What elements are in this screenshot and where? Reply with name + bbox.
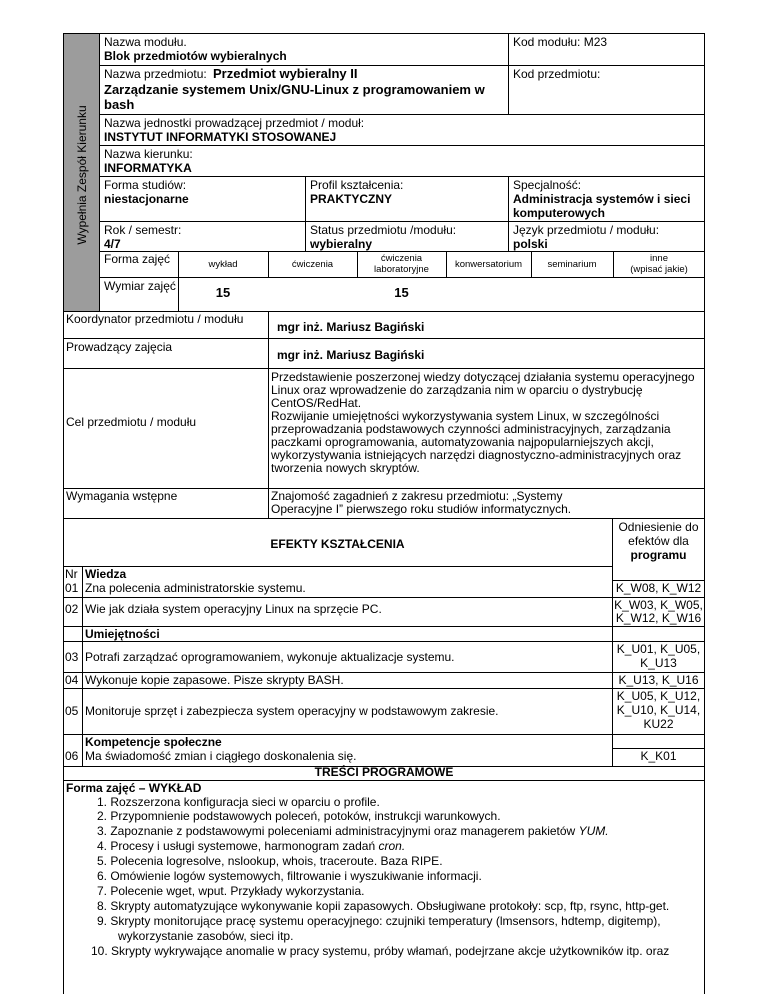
goal-line-8: tworzenia nowych skryptów. bbox=[271, 461, 420, 475]
class-form-label: Forma zajęć bbox=[104, 252, 171, 266]
row-05-nr: 05 bbox=[65, 704, 79, 718]
hours-lab: 15 bbox=[394, 285, 409, 300]
subject-code: Kod przedmiotu: bbox=[513, 67, 601, 81]
type-seminar: seminarium bbox=[547, 259, 597, 270]
module-code: Kod modułu: M23 bbox=[513, 35, 608, 49]
ref-header-1: Odniesienie do bbox=[618, 520, 699, 534]
lang-value: polski bbox=[513, 237, 548, 251]
type-other-1: inne bbox=[650, 253, 668, 264]
year-value: 4/7 bbox=[104, 237, 121, 251]
form-label: Forma studiów: bbox=[104, 178, 187, 192]
row-03-ref-2: K_U13 bbox=[640, 656, 677, 670]
content-item-9: 9. Skrypty monitorujące pracę systemu operacyjnego: czujniki temperatury (lmsensors, hdtemp, digitemp), bbox=[97, 914, 661, 928]
row-02-text: Wie jak działa system operacyjny Linux na sprzęcie PC. bbox=[85, 602, 382, 616]
ref-header-3: programu bbox=[630, 548, 687, 562]
type-lab-1: ćwiczenia bbox=[380, 253, 423, 264]
row-04-text: Wykonuje kopie zapasowe. Pisze skrypty BASH. bbox=[85, 673, 344, 687]
profile-value: PRAKTYCZNY bbox=[310, 192, 393, 206]
row-02-ref-2: K_W12, K_W16 bbox=[615, 611, 702, 625]
content-item-10: 10. Skrypty wykrywające anomalie w pracy systemu, próby włamań, podejrzane akcje użytkowników itp. oraz bbox=[91, 944, 670, 958]
goal-line-1: Przedstawienie poszerzonej wiedzy dotyczącej działania systemu operacyjnego bbox=[271, 370, 695, 384]
row-05-ref-1: K_U05, K_U12, bbox=[616, 689, 701, 703]
subject-value-3: bash bbox=[104, 97, 135, 112]
spec-value-1: Administracja systemów i sieci bbox=[513, 192, 691, 206]
type-lab-2: laboratoryjne bbox=[374, 264, 429, 275]
content-item-9-cont: wykorzystanie zasobów, sieci itp. bbox=[118, 929, 294, 943]
field-label: Nazwa kierunku: bbox=[104, 147, 193, 161]
goal-label: Cel przedmiotu / modułu bbox=[66, 415, 197, 429]
row-06-nr: 06 bbox=[65, 749, 79, 763]
row-04-ref: K_U13, K_U16 bbox=[618, 673, 699, 687]
goal-line-5: przeprowadzania podstawowych czynności administracyjnych, zarządzania bbox=[271, 422, 671, 436]
row-01-nr: 01 bbox=[65, 581, 79, 595]
type-conversatorium: konwersatorium bbox=[454, 259, 523, 270]
field-value: INFORMATYKA bbox=[104, 161, 192, 175]
profile-label: Profil kształcenia: bbox=[310, 178, 404, 192]
coordinator-label: Koordynator przedmiotu / modułu bbox=[66, 312, 244, 326]
row-02-ref-1: K_W03, K_W05, bbox=[614, 598, 703, 612]
goal-line-2: Linux oraz wprowadzenie do zarządzania nim w oparciu o dystrybucję bbox=[271, 383, 643, 397]
requirements-line-2: Operacyjne I” pierwszego roku studiów informatycznych. bbox=[271, 502, 572, 516]
requirements-label: Wymagania wstępne bbox=[66, 489, 178, 503]
type-lecture: wykład bbox=[208, 259, 238, 270]
goal-line-6: paczkami oprogramowania, automatyzowania najpopularniejszych akcji, bbox=[271, 435, 654, 449]
content-item-3: 3. Zapoznanie z podstawowymi poleceniami administracyjnymi oraz managerem pakietów YUM. bbox=[97, 824, 609, 838]
row-05-text: Monitoruje sprzęt i zabezpiecza system operacyjny w podstawowym zakresie. bbox=[85, 704, 499, 718]
type-exercises: ćwiczenia bbox=[291, 259, 334, 270]
row-03-ref-1: K_U01, K_U05, bbox=[616, 642, 701, 656]
teacher-value: mgr inż. Mariusz Bagiński bbox=[277, 348, 425, 362]
goal-line-3: CentOS/RedHat. bbox=[271, 396, 362, 410]
unit-label: Nazwa jednostki prowadzącej przedmiot / moduł: bbox=[104, 116, 365, 130]
subject-value-2: Zarządzanie systemem Unix/GNU-Linux z programowaniem w bbox=[104, 82, 485, 97]
row-03-text: Potrafi zarządzać oprogramowaniem, wykonuje aktualizacje systemu. bbox=[85, 650, 455, 664]
row-06-ref: K_K01 bbox=[640, 749, 677, 763]
spec-value-2: komputerowych bbox=[513, 206, 606, 220]
module-label: Nazwa modułu. bbox=[104, 35, 187, 49]
status-label: Status przedmiotu /modułu: bbox=[310, 223, 457, 237]
row-01-ref: K_W08, K_W12 bbox=[615, 581, 702, 595]
lang-label: Język przedmiotu / modułu: bbox=[513, 223, 660, 237]
effects-title: EFEKTY KSZTAŁCENIA bbox=[270, 537, 405, 551]
content-item-4: 4. Procesy i usługi systemowe, harmonogram zadań cron. bbox=[97, 839, 406, 853]
requirements-line-1: Znajomość zagadnień z zakresu przedmiotu: „Systemy bbox=[271, 489, 563, 503]
row-05-ref-3: KU22 bbox=[643, 717, 674, 731]
nr-header: Nr bbox=[65, 567, 78, 581]
status-value: wybieralny bbox=[310, 237, 373, 251]
content-item-7: 7. Polecenie wget, wput. Przykłady wykorzystania. bbox=[97, 884, 365, 898]
module-value: Blok przedmiotów wybieralnych bbox=[104, 49, 287, 63]
row-04-nr: 04 bbox=[65, 673, 79, 687]
side-label: Wypełnia Zespół Kierunku bbox=[75, 105, 89, 245]
teacher-label: Prowadzący zajęcia bbox=[66, 340, 173, 354]
row-06-text: Ma świadomość zmian i ciągłego doskonalenia się. bbox=[85, 749, 357, 763]
content-item-1: 1. Rozszerzona konfiguracja sieci w oparciu o profile. bbox=[97, 795, 380, 809]
year-label: Rok / semestr: bbox=[104, 223, 182, 237]
content-item-8: 8. Skrypty automatyzujące wykonywanie kopii zapasowych. Obsługiwane protokoły: scp, ftp, rsync, http-get. bbox=[97, 899, 670, 913]
effects-frame bbox=[63, 518, 705, 767]
spec-label: Specjalność: bbox=[513, 178, 582, 192]
content-item-5: 5. Polecenia logresolve, nslookup, whois, traceroute. Baza RIPE. bbox=[97, 854, 443, 868]
content-title: TREŚCI PROGRAMOWE bbox=[314, 765, 454, 779]
row-03-nr: 03 bbox=[65, 650, 79, 664]
hours-label: Wymiar zajęć bbox=[104, 279, 176, 293]
content-form: Forma zajęć – WYKŁAD bbox=[66, 781, 202, 795]
row-01-text: Zna polecenia administratorskie systemu. bbox=[85, 581, 306, 595]
ref-header-2: efektów dla bbox=[628, 534, 689, 548]
knowledge-header: Wiedza bbox=[85, 567, 127, 581]
goal-line-7: wykorzystywania istniejących narzędzi diagnostyczno-administracyjnych oraz bbox=[271, 448, 682, 462]
competence-header: Kompetencje społeczne bbox=[85, 735, 222, 749]
goal-line-4: Rozwijanie umiejętności wykorzystywania system Linux, w szczególności bbox=[271, 409, 660, 423]
unit-value: INSTYTUT INFORMATYKI STOSOWANEJ bbox=[104, 130, 337, 144]
type-other-2: (wpisać jakie) bbox=[630, 264, 688, 275]
subject-value-1: Przedmiot wybieralny II bbox=[213, 66, 358, 81]
row-02-nr: 02 bbox=[65, 602, 79, 616]
content-item-6: 6. Omówienie logów systemowych, filtrowanie i wyszukiwanie informacji. bbox=[97, 869, 482, 883]
skills-header: Umiejętności bbox=[85, 627, 160, 641]
coordinator-value: mgr inż. Mariusz Bagiński bbox=[277, 320, 425, 334]
hours-lecture: 15 bbox=[215, 285, 231, 300]
content-item-2: 2. Przypomnienie podstawowych poleceń, potoków, instrukcji warunkowych. bbox=[97, 809, 501, 823]
row-05-ref-2: K_U10, K_U14, bbox=[616, 703, 701, 717]
subject-label: Nazwa przedmiotu: bbox=[104, 67, 207, 81]
form-value: niestacjonarne bbox=[104, 192, 189, 206]
